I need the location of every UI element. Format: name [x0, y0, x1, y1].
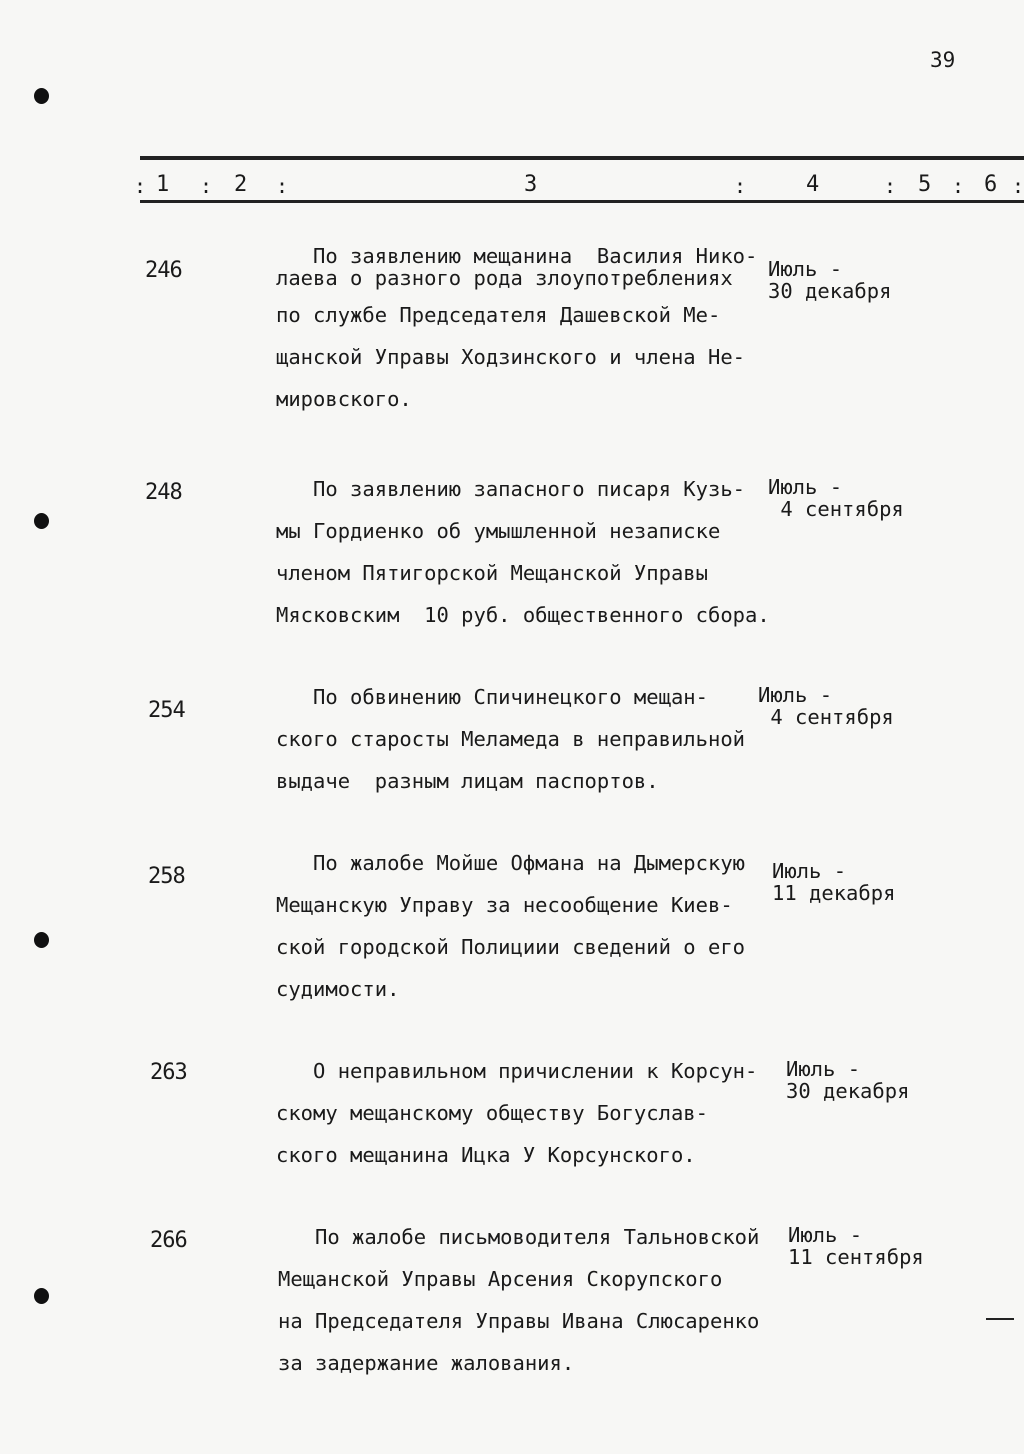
header-rule-top [140, 156, 1024, 160]
entry-line: Мещанской Управы Арсения Скорупского [278, 1267, 723, 1291]
entry-line: Мясковским 10 руб. общественного сбора. [276, 603, 770, 627]
entry-line: за задержание жалования. [278, 1351, 575, 1375]
entry-number: 246 [145, 258, 182, 283]
entry-date [772, 860, 895, 904]
entry-line: По заявлению мещанина Василия Нико- [276, 244, 758, 268]
entry-date [768, 476, 904, 520]
page-number: 39 [930, 48, 956, 72]
header-col-5: 5 [918, 172, 932, 197]
date-line: 11 декабря [772, 881, 896, 905]
header-col-6: 6 [984, 172, 998, 197]
binder-hole [34, 513, 49, 529]
entry-number: 266 [150, 1228, 187, 1253]
header-col-1: 1 [156, 172, 170, 197]
entry-line: По жалобе Мойше Офмана на Дымерскую [276, 851, 745, 875]
entry-line: судимости. [276, 977, 400, 1001]
entry-line: по службе Председателя Дашевской Ме- [276, 303, 721, 327]
header-separator: : [276, 174, 289, 198]
entry-line: Мещанскую Управу за несообщение Киев- [276, 893, 733, 917]
entry-line: лаева о разного рода злоупотреблениях [276, 266, 733, 290]
entry-line: выдаче разным лицам паспортов. [276, 769, 659, 793]
entry-description [276, 240, 796, 420]
date-line: Июль - [788, 1223, 863, 1247]
entry-line: мировского. [276, 387, 412, 411]
date-line: 4 сентября [768, 497, 904, 521]
entry-line: членом Пятигорской Мещанской Управы [276, 561, 708, 585]
header-separator: : [1012, 174, 1024, 198]
date-line: Июль - [758, 683, 833, 707]
entry-line: ского старосты Меламеда в неправильной [276, 727, 745, 751]
entry-line: скому мещанскому обществу Богуслав- [276, 1101, 708, 1125]
date-line: Июль - [786, 1057, 861, 1081]
header-separator: : [952, 174, 965, 198]
entry-date [786, 1058, 909, 1102]
header-separator: : [884, 174, 897, 198]
entry-line: О неправильном причислении к Корсун- [276, 1059, 758, 1083]
entry-line: По обвинению Спичинецкого мещан- [276, 685, 708, 709]
entry-line: ской городской Полициии сведений о его [276, 935, 745, 959]
margin-dash-mark [986, 1318, 1014, 1320]
date-line: 30 декабря [786, 1079, 910, 1103]
entry-line: ского мещанина Ицка У Корсунского. [276, 1143, 696, 1167]
entry-date [788, 1224, 924, 1268]
entry-description [276, 1050, 796, 1176]
entry-description [276, 468, 796, 636]
entry-date [758, 684, 894, 728]
entry-line: на Председателя Управы Ивана Слюсаренко [278, 1309, 760, 1333]
entry-number: 254 [148, 698, 185, 723]
entry-line: мы Гордиенко об умышленной незаписке [276, 519, 721, 543]
entry-line: По заявлению запасного писаря Кузь- [276, 477, 745, 501]
entry-line: По жалобе письмоводителя Тальновской [278, 1225, 760, 1249]
header-col-3: 3 [524, 172, 538, 197]
binder-hole [34, 1288, 49, 1304]
header-separator: : [200, 174, 213, 198]
date-line: Июль - [768, 257, 843, 281]
header-col-4: 4 [806, 172, 820, 197]
header-col-2: 2 [234, 172, 248, 197]
entry-description [276, 842, 796, 1010]
entry-description [276, 676, 796, 802]
entry-description [278, 1216, 798, 1384]
header-rule-bottom [140, 200, 1024, 203]
header-separator: : [134, 174, 147, 198]
date-line: 11 сентября [788, 1245, 924, 1269]
entry-number: 263 [150, 1060, 187, 1085]
date-line: Июль - [768, 475, 843, 499]
date-line: 4 сентября [758, 705, 894, 729]
entry-number: 258 [148, 864, 185, 889]
entry-number: 248 [145, 480, 182, 505]
date-line: 30 декабря [768, 279, 892, 303]
binder-hole [34, 932, 49, 948]
entry-date [768, 258, 891, 302]
entry-line: щанской Управы Ходзинского и члена Не- [276, 345, 745, 369]
binder-hole [34, 88, 49, 104]
header-separator: : [734, 174, 747, 198]
date-line: Июль - [772, 859, 847, 883]
